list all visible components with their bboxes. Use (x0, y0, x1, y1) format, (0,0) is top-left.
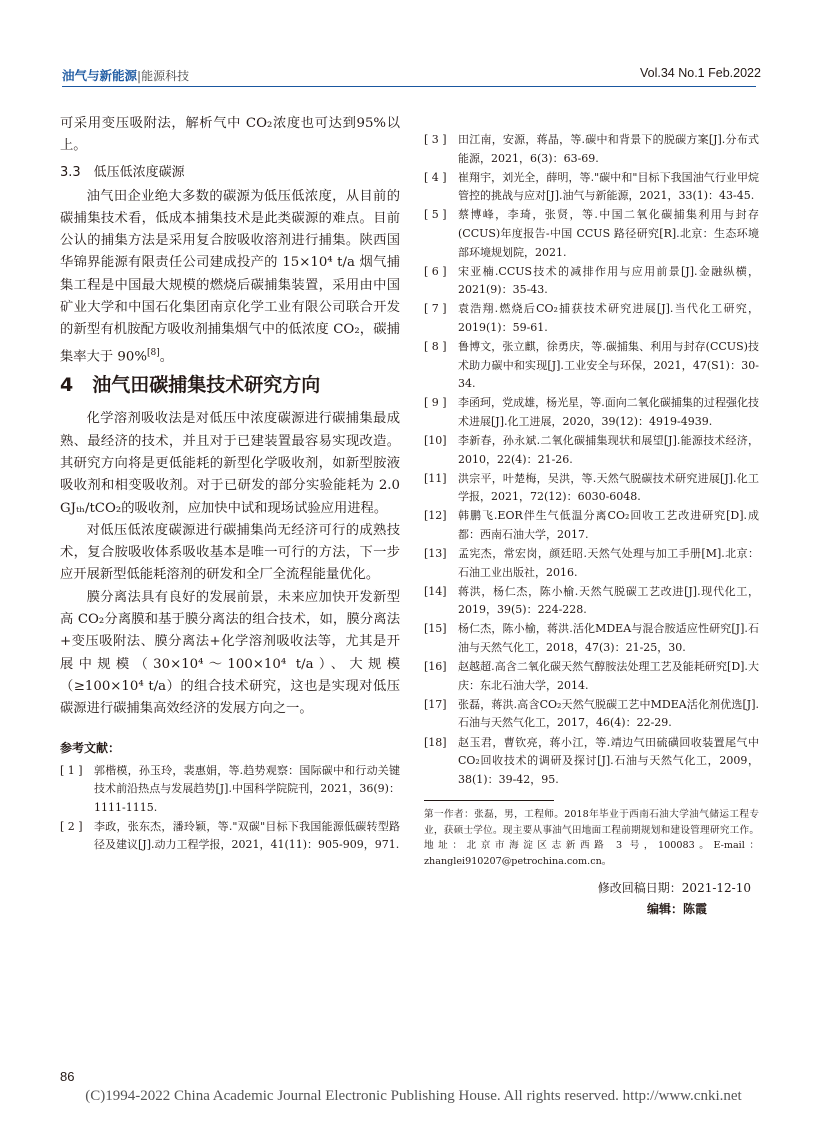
reference-item (424, 734, 759, 790)
reference-number: [17] (424, 697, 447, 711)
reference-text: 蔡博峰，李琦，张贤，等.中国二氧化碳捕集利用与封存(CCUS)年度报告-中国 CCUS 路径研究[R].北京：生态环境部环境规划院，2021. (458, 208, 759, 259)
references-title: 参考文献： (60, 740, 121, 755)
reference-text: 杨仁杰，陈小榆，蒋洪.活化MDEA与混合胺适应性研究[J].石油与天然气化工，2018，47(3)：21-25，30. (458, 622, 759, 655)
reference-text: 洪宗平，叶楚梅，吴洪，等.天然气脱碳技术研究进展[J].化工学报，2021，72(12)：6030-6048. (458, 471, 759, 504)
header-divider (62, 86, 756, 87)
reference-text: 蒋洪，杨仁杰，陈小榆.天然气脱碳工艺改进[J].现代化工，2019，39(5)：224-228. (458, 584, 759, 617)
reference-number: [ 5 ] (424, 208, 447, 222)
reference-item (60, 818, 400, 855)
reference-number: [10] (424, 434, 447, 447)
journal-brand: 能源科技 (141, 69, 190, 83)
reference-text: 李新春，孙永斌.二氧化碳捕集现状和展望[J].能源技术经济，2010，22(4)：21-26. (458, 434, 759, 466)
reference-number: [11] (424, 471, 447, 485)
reference-number: [ 4 ] (424, 170, 447, 184)
reference-number: [ 8 ] (424, 340, 447, 354)
reference-number: [ 6 ] (424, 264, 447, 278)
reference-item (424, 169, 759, 206)
reference-text: 李函珂，党成雄，杨光星，等.面向二氧化碳捕集的过程强化技术进展[J].化工进展，2020，39(12)：4919-4939. (458, 396, 759, 428)
subsection-heading: 3.3 低压低浓度碳源 (60, 164, 185, 180)
reference-text: 袁浩翔.燃烧后CO₂捕获技术研究进展[J].当代化工研究，2019(1)：59-61. (458, 302, 759, 334)
reference-item (424, 300, 759, 337)
reference-number: [ 1 ] (60, 763, 83, 777)
paragraph: 化学溶剂吸收法是对低压中浓度碳源进行碳捕集最成熟、最经济的技术，并且对于已建装置最容易实现改造。其研究方向将是更低能耗的新型化学吸收剂，如新型胺液吸收剂和相变吸收剂。对于已研发的部分实验能耗为 2.0 GJₜₕ/tCO₂的吸收剂，应加快中试和现场试验应用进程。 (60, 411, 400, 516)
reference-item (424, 432, 759, 469)
reference-item (424, 206, 759, 262)
reference-text: 崔翔宇，刘光全，薛明，等."碳中和"目标下我国油气行业甲烷管控的挑战与应对[J].油气与新能源，2021，33(1)：43-45. (458, 170, 759, 203)
reference-text: 李政，张东杰，潘玲颖，等."双碳"目标下我国能源低碳转型路径及建议[J].动力工程学报，2021，41(11)：905-909，971. (94, 819, 400, 852)
reference-item (424, 620, 759, 657)
paragraph: 对低压低浓度碳源进行碳捕集尚无经济可行的成熟技术，复合胺吸收体系吸收基本是唯一可行的方法，下一步应开展新型低能耗溶剂的研发和全厂全流程能量优化。 (60, 522, 400, 583)
reference-text: 孟宪杰，常宏岗，颜廷昭.天然气处理与加工手册[M].北京：石油工业出版社，2016. (458, 547, 759, 579)
reference-text: 鲁博文，张立麒，徐勇庆，等.碳捕集、利用与封存(CCUS)技术助力碳中和实现[J].工业安全与环保，2021，47(S1)：30-34. (458, 340, 759, 391)
reference-item (424, 658, 759, 695)
reference-item (60, 762, 400, 818)
section-heading: 4 油气田碳捕集技术研究方向 (60, 374, 321, 397)
reference-text: 郭楷模，孙玉玲，裴惠娟，等.趋势观察：国际碳中和行动关键技术前沿热点与发展趋势[J].中国科学院院刊，2021，36(9)：1111-1115. (94, 763, 400, 814)
reference-text: 张磊，蒋洪.高含CO₂天然气脱碳工艺中MDEA活化剂优选[J].石油与天然气化工，2017，46(4)：22-29. (458, 697, 759, 730)
reference-text: 宋亚楠.CCUS技术的减排作用与应用前景[J].金融纵横，2021(9)：35-43. (458, 264, 759, 297)
author-note-divider (424, 800, 554, 801)
running-header: 油气与新能源|能源科技 (62, 68, 190, 83)
reference-number: [13] (424, 547, 447, 561)
reference-text: 赵玉君，曹钦亮，蒋小江，等.靖边气田硫磺回收装置尾气中CO₂回收技术的调研及探讨[J].石油与天然气化工，2009，38(1)：39-42，95. (458, 735, 759, 786)
paragraph: 油气田企业绝大多数的碳源为低压低浓度，从目前的碳捕集技术看，低成本捕集技术是此类碳源的难点。目前公认的捕集方法是采用复合胺吸收溶剂进行捕集。陕西国华锦界能源有限责任公司建成投产的 15×10⁴ t/a 烟气捕集工程是中国最大规模的燃烧后碳捕集装置，采用由中国矿业大学和中国石化集团南京化学工业有限公司联合开发的新型有机胺配方吸收剂捕集烟气中的低浓度 CO₂，碳捕集率大于 90%[8]。 (60, 188, 400, 365)
left-column (60, 113, 400, 856)
reference-item (424, 470, 759, 507)
reference-number: [12] (424, 509, 447, 523)
reference-item (424, 263, 759, 300)
reference-number: [18] (424, 735, 447, 749)
page-number: 86 (60, 1069, 75, 1084)
issue-info: Vol.34 No.1 Feb.2022 (640, 66, 761, 80)
reference-text: 韩鹏飞.EOR伴生气低温分离CO₂回收工艺改进研究[D].成都：西南石油大学，2017. (458, 509, 759, 541)
right-column (424, 131, 759, 917)
paragraph: 可采用变压吸附法，解析气中 CO₂浓度也可达到95%以上。 (60, 116, 400, 154)
revision-date: 修改回稿日期：2021-12-10 (597, 881, 751, 896)
reference-number: [ 7 ] (424, 302, 447, 316)
editor-credit: 编辑：陈霞 (646, 902, 707, 917)
journal-name: 油气与新能源 (62, 68, 138, 83)
reference-number: [ 2 ] (60, 819, 83, 833)
reference-number: [14] (424, 584, 447, 598)
reference-item (424, 394, 759, 431)
reference-item (424, 338, 759, 394)
reference-item (424, 507, 759, 544)
reference-item (424, 696, 759, 733)
reference-item (424, 583, 759, 620)
reference-item (424, 131, 759, 168)
reference-number: [16] (424, 660, 447, 674)
reference-number: [ 9 ] (424, 396, 447, 410)
reference-text: 赵越超.高含二氧化碳天然气醇胺法处理工艺及能耗研究[D].大庆：东北石油大学，2014. (458, 660, 759, 692)
copyright-footer: (C)1994-2022 China Academic Journal Electronic Publishing House. All rights reserved. http://www.cnki.net (85, 1088, 742, 1104)
author-note: 第一作者：张磊，男，工程师。2018年毕业于西南石油大学油气储运工程专业，获硕士学位。现主要从事油气田地面工程前期规划和建设管理研究工作。地址：北京市海淀区志新西路 3 号，100083。E-mail：zhanglei910207@petrochina.com.cn。 (424, 809, 759, 867)
reference-text: 田江南，安源，蒋晶，等.碳中和背景下的脱碳方案[J].分布式能源，2021，6(3)：63-69. (458, 133, 759, 165)
reference-number: [ 3 ] (424, 133, 447, 146)
citation: [8] (146, 347, 160, 358)
reference-item (424, 545, 759, 582)
paragraph: 膜分离法具有良好的发展前景，未来应加快开发新型高 CO₂分离膜和基于膜分离法的组合技术，如，膜分离法+变压吸附法、膜分离法+化学溶剂吸收法等，尤其是开展中规模（30×10⁴～100×10⁴ t/a）、大规模（≥100×10⁴ t/a）的组合技术研究，这也是实现对低压碳源进行碳捕集高效经济的发展方向之一。 (60, 589, 400, 717)
reference-number: [15] (424, 622, 447, 636)
